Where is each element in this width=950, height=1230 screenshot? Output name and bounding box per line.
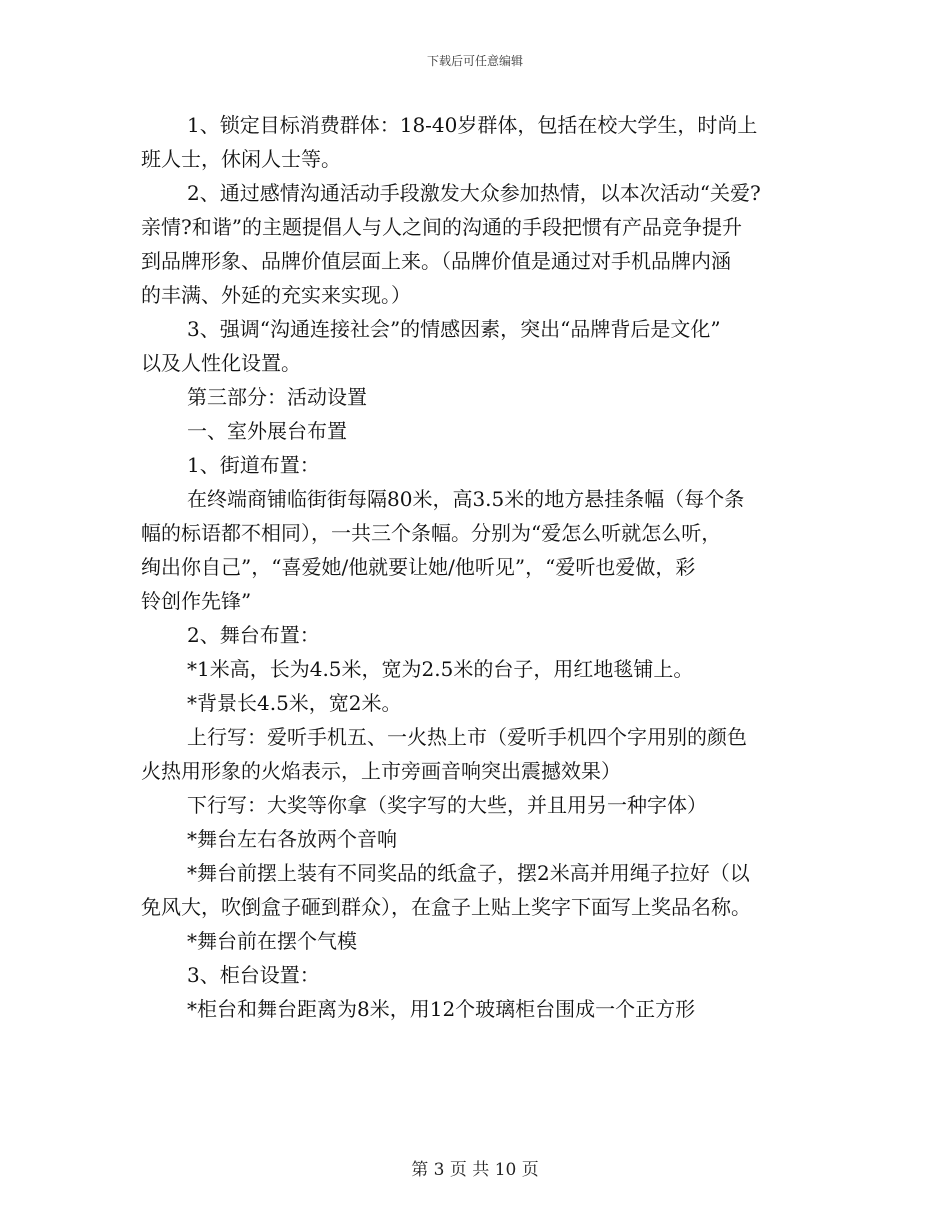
text-line: *1米高，长为4.5米，宽为2.5米的台子，用红地毯铺上。 bbox=[187, 657, 694, 681]
text-line: 幅的标语都不相同），一共三个条幅。分别为“爱怎么听就怎么听， bbox=[141, 521, 722, 545]
text-line: 以及人性化设置。 bbox=[141, 351, 301, 375]
text-line: 3、强调“沟通连接社会”的情感因素，突出“品牌背后是文化” bbox=[187, 317, 721, 341]
text-line: 1、锁定目标消费群体：18-40岁群体，包括在校大学生，时尚上 bbox=[187, 113, 758, 137]
text-line: 到品牌形象、品牌价值层面上来。（品牌价值是通过对手机品牌内涵 bbox=[141, 249, 731, 273]
text-line: *柜台和舞台距离为8米，用12个玻璃柜台围成一个正方形 bbox=[187, 997, 696, 1021]
page-header: 下载后可任意编辑 bbox=[426, 54, 523, 68]
text-line: 免风大，吹倒盒子砸到群众），在盒子上贴上奖字下面写上奖品名称。 bbox=[141, 895, 751, 919]
text-line: 的丰满、外延的充实来实现。） bbox=[141, 283, 411, 307]
text-line: 一、室外展台布置 bbox=[187, 419, 347, 443]
text-line: 亲情?和谐”的主题提倡人与人之间的沟通的手段把惯有产品竞争提升 bbox=[141, 215, 742, 239]
text-line: *舞台前在摆个气模 bbox=[187, 929, 357, 953]
text-line: 铃创作先锋” bbox=[141, 589, 252, 613]
text-line: *舞台前摆上装有不同奖品的纸盒子，摆2米高并用绳子拉好（以 bbox=[187, 861, 750, 885]
text-line: *背景长4.5米，宽2米。 bbox=[187, 691, 402, 715]
document-body bbox=[141, 108, 811, 1026]
text-line: 在终端商铺临街街每隔80米，高3.5米的地方悬挂条幅（每个条 bbox=[187, 487, 745, 511]
text-line: 上行写：爱听手机五、一火热上市（爱听手机四个字用别的颜色 bbox=[187, 725, 747, 749]
text-line: 2、通过感情沟通活动手段激发大众参加热情，以本次活动“关爱? bbox=[187, 181, 761, 205]
text-line: 绚出你自己”，“喜爱她/他就要让她/他听见”，“爱听也爱做，彩 bbox=[141, 555, 696, 579]
text-line: 1、街道布置： bbox=[187, 453, 320, 477]
text-line: 第三部分：活动设置 bbox=[187, 385, 367, 409]
text-line: 3、柜台设置： bbox=[187, 963, 320, 987]
text-line: 下行写：大奖等你拿（奖字写的大些，并且用另一种字体） bbox=[187, 793, 707, 817]
text-line: 火热用形象的火焰表示，上市旁画音响突出震撼效果） bbox=[141, 759, 621, 783]
text-line: 班人士，休闲人士等。 bbox=[141, 147, 341, 171]
page-footer: 第 3 页 共 10 页 bbox=[411, 1160, 539, 1180]
text-line: *舞台左右各放两个音响 bbox=[187, 827, 397, 851]
text-line: 2、舞台布置： bbox=[187, 623, 320, 647]
